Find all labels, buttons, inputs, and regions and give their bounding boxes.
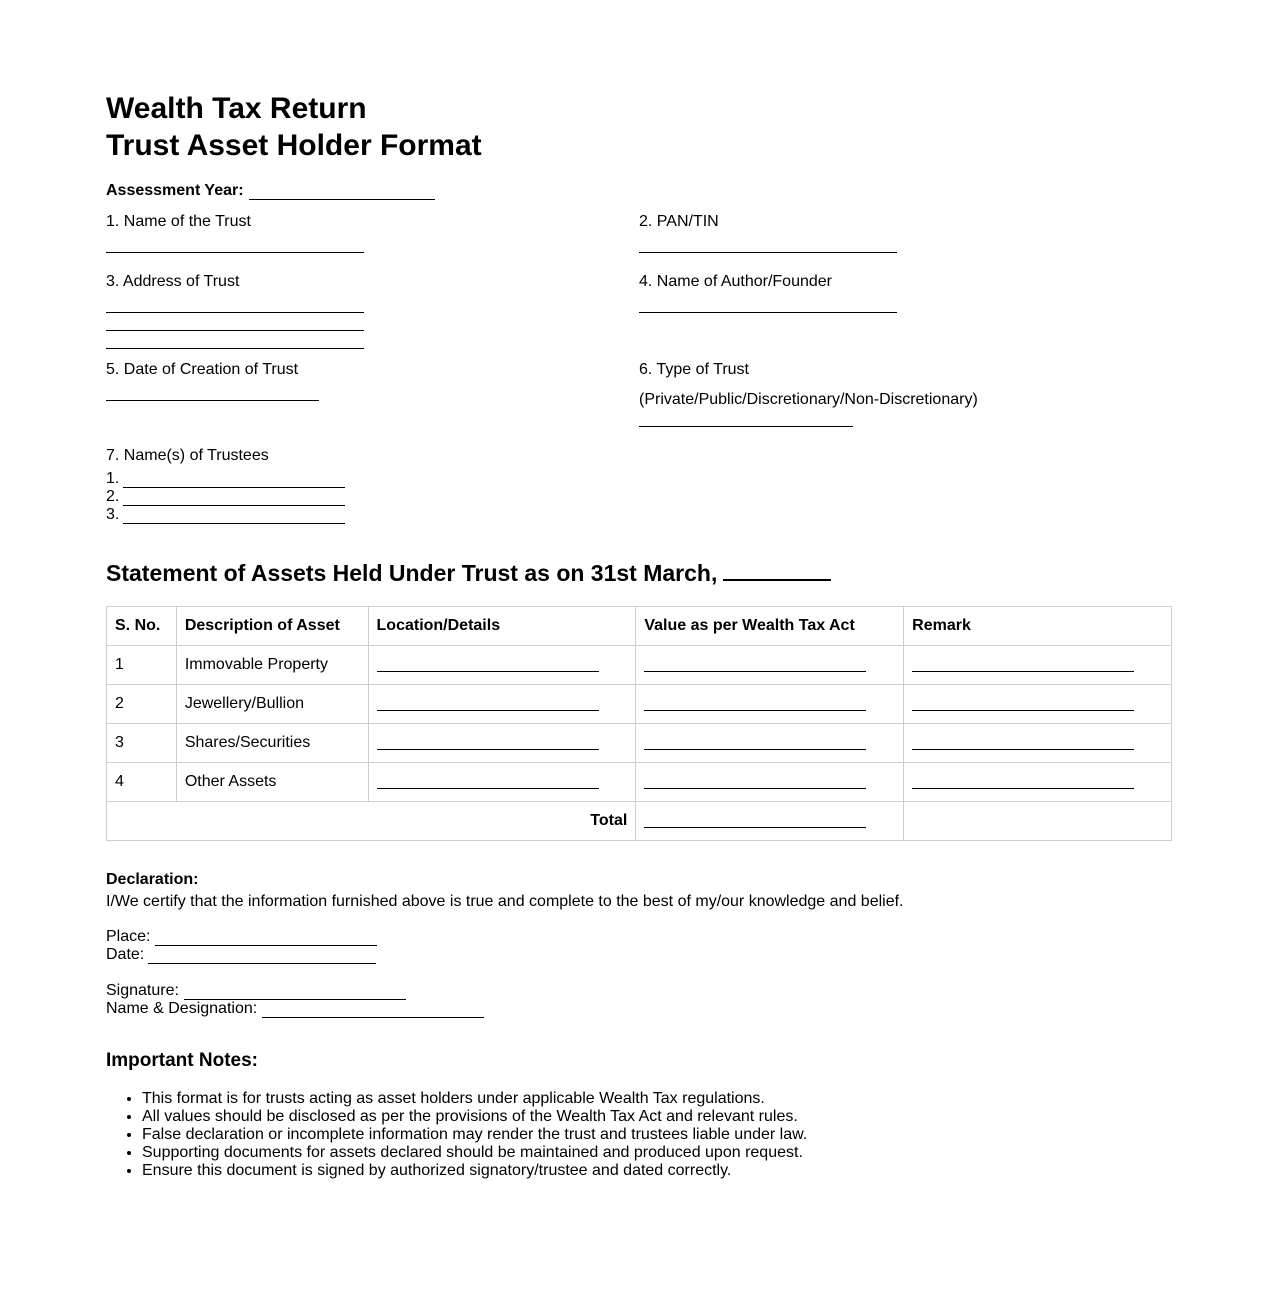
value-input[interactable]	[644, 788, 866, 789]
table-row	[107, 724, 1172, 763]
type-of-trust-label: 6. Type of Trust	[639, 361, 749, 378]
remark-cell	[904, 724, 1172, 763]
field-trustees	[106, 446, 345, 524]
table-header-row	[107, 607, 1172, 646]
date-of-creation-input[interactable]	[106, 400, 319, 401]
value-cell	[636, 685, 904, 724]
trustee-input-2[interactable]	[123, 504, 345, 506]
field-pan-tin	[639, 212, 897, 253]
document-page	[106, 90, 1172, 1179]
total-row	[107, 802, 1172, 841]
title-line-2: Trust Asset Holder Format	[106, 129, 482, 162]
field-author-founder	[639, 272, 897, 313]
trustee-input-1[interactable]	[123, 486, 345, 488]
remark-cell	[904, 685, 1172, 724]
remark-input[interactable]	[912, 788, 1134, 789]
declaration-section	[106, 870, 903, 1018]
location-input[interactable]	[377, 788, 599, 789]
date-row	[106, 946, 903, 964]
table-row	[107, 646, 1172, 685]
address-line-2[interactable]	[106, 330, 364, 331]
header-remark: Remark	[904, 607, 1172, 646]
field-address-of-trust	[106, 272, 364, 349]
declaration-text: I/We certify that the information furnished above is true and complete to the best of my/our knowledge and belief.	[106, 893, 904, 910]
field-date-of-creation	[106, 360, 319, 401]
name-of-trust-label: 1. Name of the Trust	[106, 213, 251, 230]
header-sno: S. No.	[107, 607, 177, 646]
header-description: Description of Asset	[176, 607, 368, 646]
pan-tin-input[interactable]	[639, 252, 897, 253]
title-line-1: Wealth Tax Return	[106, 92, 367, 125]
trustee-row	[106, 488, 345, 506]
location-cell	[368, 724, 636, 763]
row-description: Jewellery/Bullion	[176, 685, 368, 724]
trustee-number: 3.	[106, 506, 120, 523]
address-line-3[interactable]	[106, 348, 364, 349]
place-row	[106, 928, 903, 946]
assessment-year-field[interactable]	[249, 198, 435, 200]
trustee-row	[106, 470, 345, 488]
trust-details	[106, 212, 1172, 552]
value-input[interactable]	[644, 749, 866, 750]
trustee-number: 1.	[106, 470, 120, 487]
pan-tin-label: 2. PAN/TIN	[639, 213, 719, 230]
total-value-cell	[636, 802, 904, 841]
header-value: Value as per Wealth Tax Act	[636, 607, 904, 646]
value-cell	[636, 763, 904, 802]
notes-heading: Important Notes:	[106, 1050, 258, 1071]
value-cell	[636, 646, 904, 685]
statement-title-text: Statement of Assets Held Under Trust as on 31st March,	[106, 560, 718, 586]
location-cell	[368, 685, 636, 724]
name-of-trust-input[interactable]	[106, 252, 364, 253]
name-designation-input[interactable]	[262, 1016, 484, 1018]
trustee-row	[106, 506, 345, 524]
signature-row	[106, 982, 903, 1000]
location-input[interactable]	[377, 671, 599, 672]
location-input[interactable]	[377, 749, 599, 750]
author-founder-input[interactable]	[639, 312, 897, 313]
row-sno: 4	[107, 763, 177, 802]
value-cell	[636, 724, 904, 763]
field-name-of-trust	[106, 212, 364, 253]
assets-table	[106, 606, 1172, 841]
address-line-1[interactable]	[106, 312, 364, 313]
address-of-trust-label: 3. Address of Trust	[106, 273, 240, 290]
place-input[interactable]	[155, 944, 377, 946]
place-label: Place:	[106, 928, 151, 945]
total-label: Total	[107, 802, 636, 841]
list-item: • False declaration or incomplete information may render the trust and trustees liable under law.	[142, 1126, 807, 1144]
row-sno: 2	[107, 685, 177, 724]
remark-input[interactable]	[912, 671, 1134, 672]
remark-cell	[904, 646, 1172, 685]
list-item: • All values should be disclosed as per the provisions of the Wealth Tax Act and relevant rules.	[142, 1108, 807, 1126]
date-of-creation-label: 5. Date of Creation of Trust	[106, 361, 299, 378]
author-founder-label: 4. Name of Author/Founder	[639, 273, 832, 290]
trustee-input-3[interactable]	[123, 522, 345, 524]
assessment-year-label: Assessment Year:	[106, 182, 244, 199]
value-input[interactable]	[644, 671, 866, 672]
location-cell	[368, 646, 636, 685]
type-of-trust-options: (Private/Public/Discretionary/Non-Discretionary)	[639, 391, 978, 408]
trustees-label: 7. Name(s) of Trustees	[106, 447, 269, 464]
field-type-of-trust	[639, 360, 978, 427]
row-description: Shares/Securities	[176, 724, 368, 763]
value-input[interactable]	[644, 710, 866, 711]
document-title	[106, 90, 1172, 164]
important-notes	[106, 1050, 807, 1180]
declaration-heading: Declaration:	[106, 871, 199, 888]
date-label: Date:	[106, 946, 145, 963]
list-item: • This format is for trusts acting as asset holders under applicable Wealth Tax regulations.	[142, 1090, 807, 1108]
remark-cell	[904, 763, 1172, 802]
table-row	[107, 685, 1172, 724]
name-designation-row	[106, 1000, 903, 1018]
statement-title	[106, 560, 831, 587]
signature-label: Signature:	[106, 982, 179, 999]
location-cell	[368, 763, 636, 802]
table-row	[107, 763, 1172, 802]
location-input[interactable]	[377, 710, 599, 711]
type-of-trust-input[interactable]	[639, 426, 853, 427]
date-input[interactable]	[148, 962, 376, 964]
list-item: • Supporting documents for assets declared should be maintained and produced upon request.	[142, 1144, 807, 1162]
list-item: • Ensure this document is signed by authorized signatory/trustee and dated correctly.	[142, 1162, 807, 1180]
row-description: Immovable Property	[176, 646, 368, 685]
row-description: Other Assets	[176, 763, 368, 802]
notes-list	[106, 1090, 807, 1180]
remark-input[interactable]	[912, 710, 1134, 711]
row-sno: 3	[107, 724, 177, 763]
statement-year-field[interactable]	[723, 561, 831, 581]
assessment-year-row	[106, 180, 1172, 200]
row-sno: 1	[107, 646, 177, 685]
total-remark-cell	[904, 802, 1172, 841]
header-location: Location/Details	[368, 607, 636, 646]
trustee-number: 2.	[106, 488, 120, 505]
remark-input[interactable]	[912, 749, 1134, 750]
name-designation-label: Name & Designation:	[106, 1000, 258, 1017]
total-value-input[interactable]	[644, 827, 866, 828]
